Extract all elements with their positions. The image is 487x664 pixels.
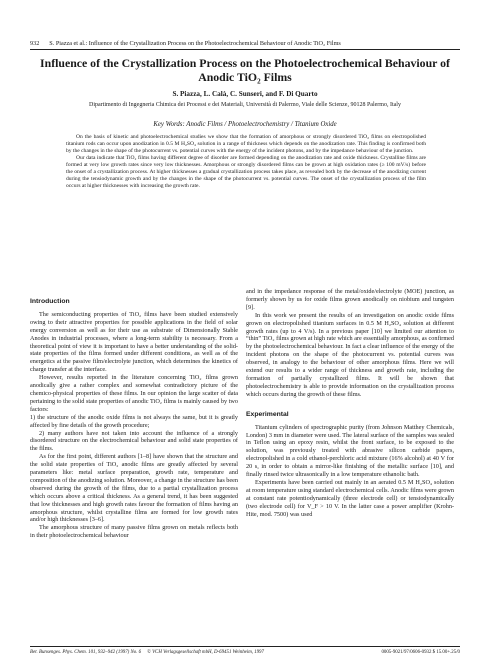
- abstract-paragraph: Our data indicate that TiO₂ films having different degree of disorder are formed depending on the anodization rate and oxide thickness. Crystalline films are formed at very low growth rates since very low thicknesses. Amorphous or strongly disordered films can be grown at high oxidation rates (≥ 100 mV/s) before the onset of a crystallization process. At higher thicknesses a gradual crystallization process takes place, as revealed both by the decrease of the anodizing current during the tensiodynamic growth and by the changes in the shape of the photocurrent vs. potential curves. The onset of the crystallization process of the film occurs at higher thicknesses with increasing the growth rate.: [66, 155, 426, 190]
- keywords: Key Words: Anodic Films / Photoelectrochemistry / Titanium Oxide: [153, 121, 337, 128]
- page-footer: [30, 646, 460, 655]
- article-code: 0005-9021/97/0606-0932 $ 15.00+.25/0: [381, 650, 460, 655]
- abstract: [66, 134, 426, 190]
- affiliation: Dipartimento di Ingegneria Chimica dei Processi e dei Materiali, Università di Palermo, Viale delle Scienze, 90128 Palermo, Italy: [89, 102, 401, 108]
- publisher-notice: © VCH Verlagsgesellschaft mbH, D-69451 Weinheim, 1997: [147, 650, 264, 655]
- body-paragraph: and in the impedance response of the metal/oxide/electrolyte (MOE) junction, as formerly shown by us for oxide films grown anodically on niobium and tungsten [9].: [246, 288, 454, 311]
- body-paragraph: However, results reported in the literature concerning TiO₂ films grown anodically give a rather complex and somewhat contradictory picture of the chemico-physical properties of these films. In our opinion the large scatter of data pertaining to the solid state properties of anodic TiO₂ films is mainly caused by two factors:: [30, 374, 238, 413]
- article-title: Influence of the Crystallization Process on the Photoelectrochemical Behaviour of Anodic TiO₂ Films: [40, 56, 450, 84]
- journal-citation: Ber. Bunsenges. Phys. Chem. 101, 932–942 (1997) No. 6: [30, 650, 142, 655]
- abstract-paragraph: On the basis of kinetic and photoelectrochemical studies we show that the formation of amorphous or strongly disordered TiO₂ films on electropolished titanium rods can occur upon anodization in 0.5 M H₂SO₄ solution in a range of thickness which depends on the anodization rate. This finding is confirmed both by the changes in the shape of the photocurrent vs. potential curves with the energy of the incident photons, and by the impedance behaviour of the junction.: [66, 134, 426, 155]
- body-paragraph: 1) the structure of the anodic oxide films is not always the same, but it is greatly affected by fine details of the growth procedure;: [30, 413, 238, 429]
- running-title: S. Piazza et al.: Influence of the Crystallization Process on the Photoelectrochemical Behaviour of Anodic TiO₂ Films: [49, 40, 341, 47]
- right-column: [246, 288, 454, 518]
- section-heading-experimental: Experimental: [246, 410, 289, 418]
- body-paragraph: As for the first point, different authors [1–8] have shown that the structure and the solid state properties of TiO₂ anodic films are greatly affected by several parameters like: metal surface preparation, growth rate, temperature and composition of the anodizing solution. Moreover, a change in the structure has been observed during the growth of the films, due to a partial crystallization process which occurs above a critical thickness. As a general trend, it has been suggested that low thicknesses and high growth rates favour the formation of films having an amorphous structure, whilst crystalline films are formed for low growth rates and/or high thicknesses [3–6].: [30, 453, 238, 524]
- left-column: [30, 298, 238, 540]
- running-header: [30, 40, 460, 50]
- author-list: S. Piazza, L. Calà, C. Sunseri, and F. Di Quarto: [172, 90, 318, 98]
- body-paragraph: In this work we present the results of an investigation on anodic oxide films grown on electropolished titanium surfaces in 0.5 M H₂SO₄ solution at different growth rates (up to 4 V/s). In a previous paper [10] we limited our attention to “thin” TiO₂ films grown at high rate which are essentially amorphous, as confirmed by the photoelectrochemical behaviour. In fact a clear influence of the energy of the incident photons on the shape of the photocurrent vs. potential curves was observed, in analogy to the behaviour of other amorphous films. Here we will extend our results to a wider range of thickness and growth rate, including the formation of partially crystallized films. It will be shown that photoelectrochemistry is able to provide information on the crystallization process which occurs during the growth of these films.: [246, 311, 454, 398]
- page-number: 932: [30, 40, 40, 47]
- body-paragraph: The amorphous structure of many passive films grown on metals reflects both in their photoelectrochemical behaviour: [30, 524, 238, 540]
- body-paragraph: 2) many authors have not taken into account the influence of a strongly disordered structure on the electrochemical behaviour and solid state properties of the films.: [30, 429, 238, 453]
- body-paragraph: Experiments have been carried out mainly in an aerated 0.5 M H₂SO₄ solution at room temperature using standard electrochemical cells. Anodic films were grown at constant rate potentiodynamically (three electrode cell) or tensiodynamically (two electrode cell) for V_F > 10 V. In the latter case a power amplifier (Krohn-Hite, mod. 7500) was used: [246, 478, 454, 518]
- body-paragraph: Titanium cylinders of spectrographic purity (from Johnson Matthey Chemicals, London) 3 mm in diameter were used. The lateral surface of the samples was sealed in Teflon using an epoxy resin, whilst the front surface, to be exposed to the solution, was previously treated with abrasive silicon carbide papers, electropolished in a cold ethanol-perchloric acid mixture (16% alcohol) at 40 V for 20 s, in order to obtain a mirror-like finishing of the metallic surface [10], and finally rinsed twice ultrasonically in a low temperature ethanolic bath.: [246, 423, 454, 479]
- body-paragraph: The semiconducting properties of TiO₂ films have been studied extensively owing to their attractive properties for possible applications in the field of solar energy conversion as well as for their use as substrate of Dimensionally Stable Anodes in industrial processes, where a long-term stability is necessary. From a theoretical point of view it is important to have a better understanding of the solid-state properties of the films formed under different conditions, as well as of the energetics at the passive film/electrolyte junction, which determines the kinetics of charge transfer at the interface.: [30, 310, 238, 374]
- section-heading-introduction: Introduction: [30, 298, 70, 305]
